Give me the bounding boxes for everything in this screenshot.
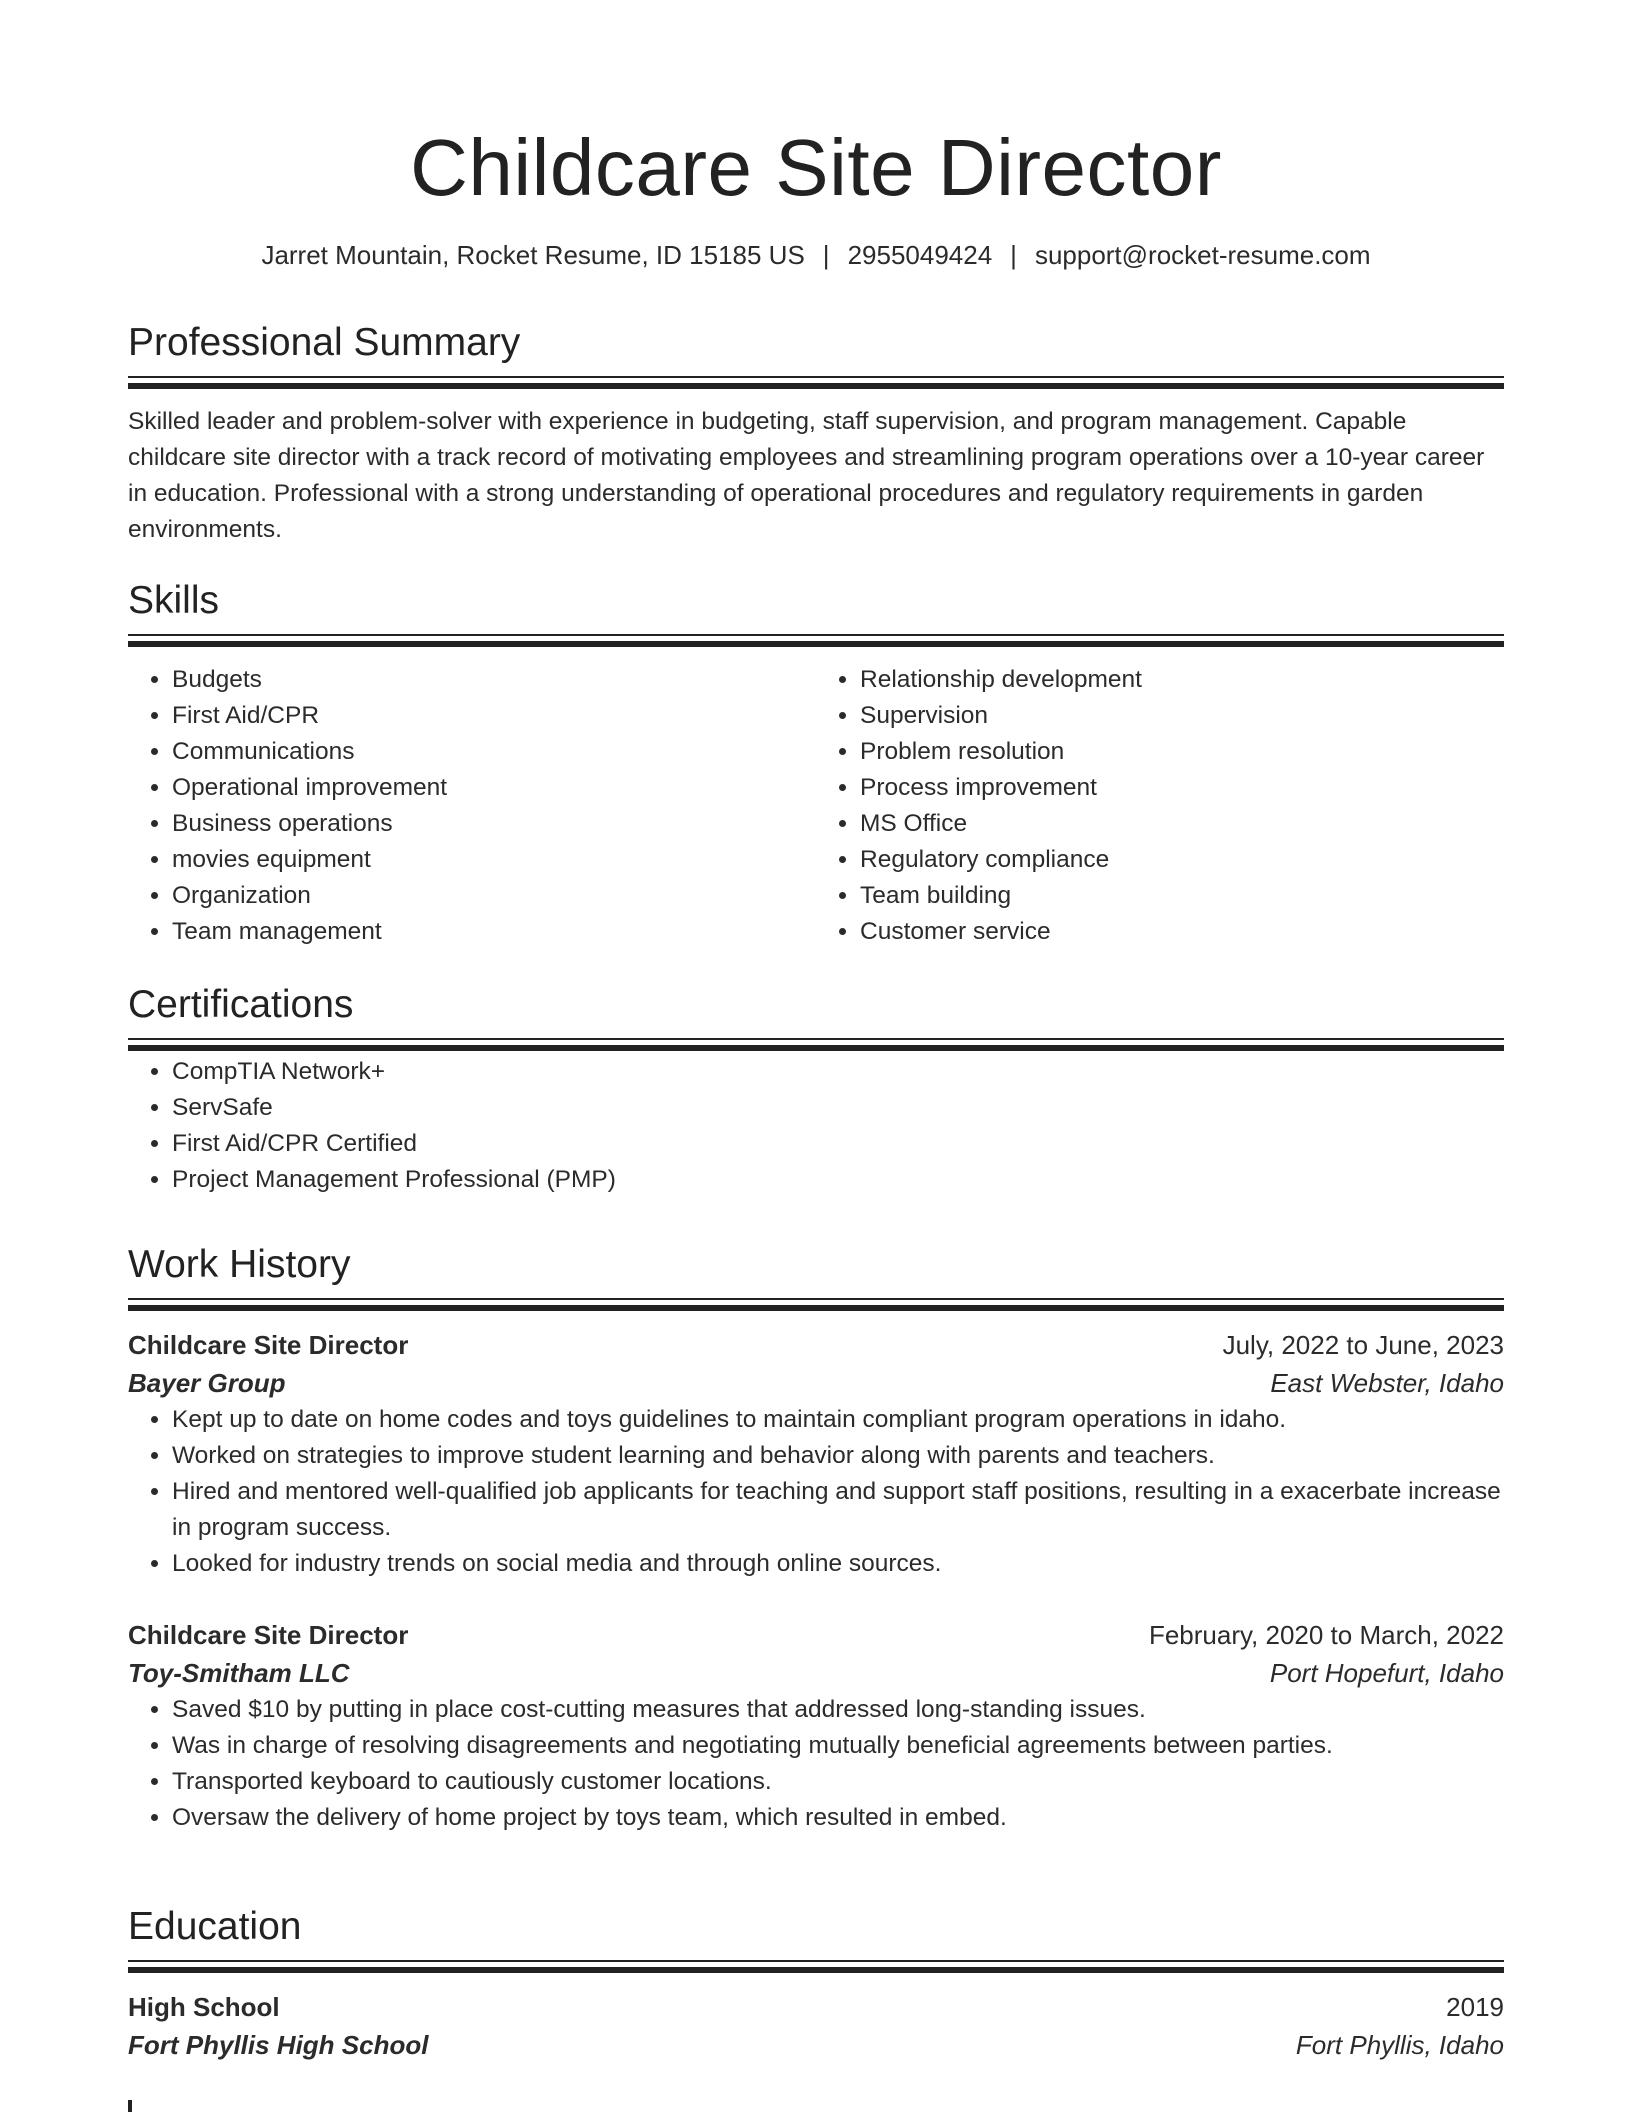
job-bullet: • Saved $10 by putting in place cost-cutting measures that addressed long-standing issues. — [172, 1692, 1504, 1728]
section-heading-skills: Skills — [128, 579, 220, 622]
skill-item: • MS Office — [860, 806, 1504, 842]
certification-item: • ServSafe — [172, 1090, 1504, 1126]
skill-item: • Problem resolution — [860, 734, 1504, 770]
skill-item: • Supervision — [860, 698, 1504, 734]
certification-item: • Project Management Professional (PMP) — [172, 1162, 1504, 1198]
education-year: 2019 — [1446, 1992, 1504, 2022]
job-company-row — [128, 1654, 1504, 1692]
contact-separator: | — [822, 240, 830, 270]
section-heading-summary: Professional Summary — [128, 321, 521, 364]
resume-title: Childcare Site Director — [410, 123, 1222, 212]
job-entry — [128, 1326, 1504, 1582]
job-header-row — [128, 1326, 1504, 1364]
skills-list-left — [128, 662, 816, 950]
skill-item: • Customer service — [860, 914, 1504, 950]
job-bullet: • Hired and mentored well-qualified job applicants for teaching and support staff positions, resulting in a exacerbate increase in program success. — [172, 1474, 1504, 1546]
skills-section — [128, 576, 1504, 950]
skill-item: • movies equipment — [172, 842, 816, 878]
certifications-list — [128, 1054, 1504, 1198]
section-divider — [128, 1298, 1504, 1314]
skill-item: • Business operations — [172, 806, 816, 842]
skill-item: • Operational improvement — [172, 770, 816, 806]
job-company: Toy-Smitham LLC — [128, 1658, 350, 1688]
job-title: Childcare Site Director — [128, 1620, 409, 1650]
section-divider — [128, 634, 1504, 650]
skill-item: • Process improvement — [860, 770, 1504, 806]
section-heading-work-history: Work History — [128, 1243, 351, 1286]
skills-list-right — [816, 662, 1504, 950]
job-bullet: • Oversaw the delivery of home project by toys team, which resulted in embed. — [172, 1800, 1504, 1836]
section-divider — [128, 1960, 1504, 1976]
next-section-heading-fragment — [128, 2100, 132, 2112]
education-school-row — [128, 2026, 1504, 2064]
professional-summary-section — [128, 318, 1504, 548]
skills-columns — [128, 662, 1504, 950]
certification-item: • CompTIA Network+ — [172, 1054, 1504, 1090]
skill-item: • Regulatory compliance — [860, 842, 1504, 878]
job-bullet: • Worked on strategies to improve student learning and behavior along with parents and teachers. — [172, 1438, 1504, 1474]
job-bullet: • Kept up to date on home codes and toys guidelines to maintain compliant program operations in idaho. — [172, 1402, 1504, 1438]
resume-page — [128, 0, 1504, 2060]
work-history-section — [128, 1240, 1504, 1836]
contact-line — [128, 238, 1504, 272]
education-section — [128, 1902, 1504, 2064]
education-degree: High School — [128, 1992, 280, 2022]
skill-item: • Organization — [172, 878, 816, 914]
certifications-section — [128, 980, 1504, 1198]
job-dates: February, 2020 to March, 2022 — [1148, 1620, 1504, 1650]
skill-item: • Team management — [172, 914, 816, 950]
job-location: East Webster, Idaho — [1270, 1368, 1504, 1398]
education-school: Fort Phyllis High School — [128, 2030, 429, 2060]
section-heading-education: Education — [128, 1905, 302, 1948]
job-company: Bayer Group — [128, 1368, 286, 1398]
contact-separator: | — [1010, 240, 1017, 270]
job-bullet-list — [128, 1402, 1504, 1582]
job-bullet: • Looked for industry trends on social media and through online sources. — [172, 1546, 1504, 1582]
job-bullet: • Was in charge of resolving disagreements and negotiating mutually beneficial agreements between parties. — [172, 1728, 1504, 1764]
job-header-row — [128, 1616, 1504, 1654]
summary-text: Skilled leader and problem-solver with experience in budgeting, staff supervision, and program management. Capable childcare site director with a track record of motivating employees and streamlining program operations over a 10-year career in education. Professional with a strong understanding of operational procedures and regulatory requirements in garden environments. — [128, 408, 1485, 543]
skill-item: • Relationship development — [860, 662, 1504, 698]
job-company-row — [128, 1364, 1504, 1402]
job-title: Childcare Site Director — [128, 1330, 409, 1360]
job-location: Port Hopefurt, Idaho — [1269, 1658, 1504, 1688]
job-bullet-list — [128, 1692, 1504, 1836]
job-dates: July, 2022 to June, 2023 — [1222, 1330, 1504, 1360]
certification-item: • First Aid/CPR Certified — [172, 1126, 1504, 1162]
education-location: Fort Phyllis, Idaho — [1295, 2030, 1504, 2060]
job-entry — [128, 1616, 1504, 1836]
skill-item: • Team building — [860, 878, 1504, 914]
job-bullet: • Transported keyboard to cautiously customer locations. — [172, 1764, 1504, 1800]
education-header-row — [128, 1988, 1504, 2026]
skill-item: • Communications — [172, 734, 816, 770]
section-divider — [128, 376, 1504, 392]
education-entry — [128, 1988, 1504, 2064]
contact-phone: 2955049424 — [847, 240, 993, 270]
contact-address: Jarret Mountain, Rocket Resume, ID 15185 US — [261, 240, 805, 270]
contact-email: support@rocket-resume.com — [1034, 240, 1371, 270]
section-heading-certifications: Certifications — [128, 983, 354, 1026]
section-divider — [128, 1038, 1504, 1054]
skill-item: • Budgets — [172, 662, 816, 698]
skill-item: • First Aid/CPR — [172, 698, 816, 734]
